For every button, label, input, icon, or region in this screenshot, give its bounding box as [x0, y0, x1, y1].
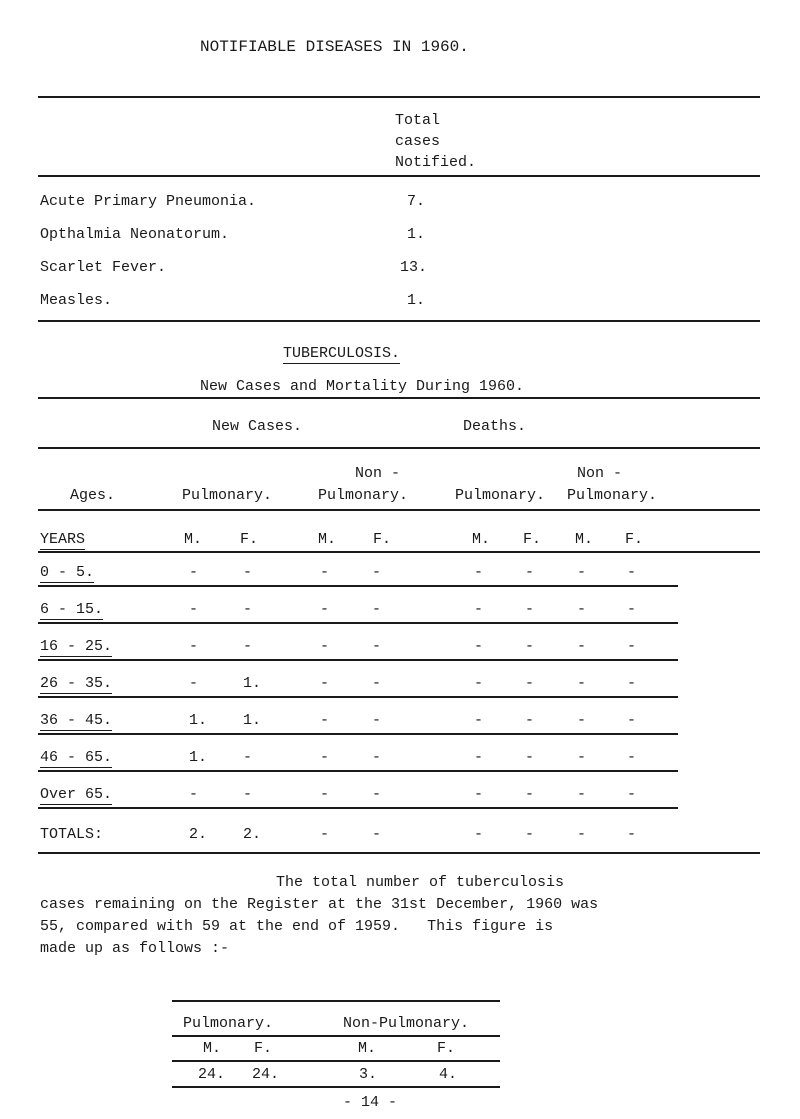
- page-number: - 14 -: [343, 1094, 398, 1111]
- tb-cell: -: [189, 638, 199, 655]
- tb-cell: -: [577, 601, 587, 618]
- col-non-pulmonary-deaths: Pulmonary.: [567, 487, 658, 504]
- tb-cell: -: [474, 638, 484, 655]
- sex-label: M.: [575, 531, 594, 548]
- tb-cell: -: [577, 675, 587, 692]
- disease-name: Scarlet Fever.: [40, 259, 167, 276]
- total-cell: -: [627, 826, 637, 843]
- tb-cell: -: [243, 638, 253, 655]
- tb-cell: -: [525, 749, 535, 766]
- tb-bottom-rule: [38, 852, 760, 854]
- sex-label: M.: [184, 531, 203, 548]
- total-cell: -: [525, 826, 535, 843]
- tb-cell: -: [320, 712, 330, 729]
- tb-cell: -: [243, 749, 253, 766]
- tb-cell: -: [189, 564, 199, 581]
- tb-sex-rule: [38, 551, 760, 553]
- sex-label: F.: [625, 531, 644, 548]
- col-ages: Ages.: [70, 487, 116, 504]
- tb-cell: 1.: [243, 675, 262, 692]
- age-group-label: 0 - 5.: [40, 564, 95, 581]
- total-cell: 2.: [243, 826, 262, 843]
- tb-cell: -: [372, 564, 382, 581]
- total-cell: -: [372, 826, 382, 843]
- col-pulmonary-deaths: Pulmonary.: [455, 487, 546, 504]
- tb-subtitle: New Cases and Mortality During 1960.: [200, 378, 525, 395]
- col-non-pulmonary: Pulmonary.: [318, 487, 409, 504]
- register-col-pulmonary: Pulmonary.: [183, 1015, 274, 1032]
- register-top-rule: [172, 1000, 500, 1002]
- register-sex-rule: [172, 1060, 500, 1062]
- tb-cell: 1.: [243, 712, 262, 729]
- tb-cell: -: [243, 786, 253, 803]
- table-top-rule: [38, 96, 760, 98]
- total-cell: -: [577, 826, 587, 843]
- tb-cell: -: [243, 564, 253, 581]
- register-bottom-rule: [172, 1086, 500, 1088]
- age-group-label: 26 - 35.: [40, 675, 113, 692]
- tb-subtitle-rule: [38, 397, 760, 399]
- tb-cell: -: [372, 601, 382, 618]
- row-rule: [38, 659, 678, 661]
- disease-count: 1.: [407, 292, 426, 309]
- tb-cell: -: [474, 601, 484, 618]
- tb-cell: -: [189, 786, 199, 803]
- sex-label: F.: [240, 531, 259, 548]
- row-rule: [38, 770, 678, 772]
- tb-cell: -: [577, 786, 587, 803]
- register-sex-label: M.: [358, 1040, 377, 1057]
- row-rule: [38, 807, 678, 809]
- notified-bottom-rule: [38, 320, 760, 322]
- tb-cell: -: [320, 675, 330, 692]
- col-pulmonary: Pulmonary.: [182, 487, 273, 504]
- age-group-label: 6 - 15.: [40, 601, 104, 618]
- disease-name: Measles.: [40, 292, 113, 309]
- tb-cell: -: [525, 675, 535, 692]
- disease-count: 13.: [400, 259, 428, 276]
- age-group-label: 36 - 45.: [40, 712, 113, 729]
- total-cell: 2.: [189, 826, 208, 843]
- register-header-rule: [172, 1035, 500, 1037]
- notified-header-line2: cases: [395, 133, 441, 150]
- register-value: 24.: [198, 1066, 226, 1083]
- years-label: YEARS: [40, 531, 86, 548]
- row-rule: [38, 733, 678, 735]
- tb-colhead-rule: [38, 509, 760, 511]
- group-new-cases: New Cases.: [212, 418, 303, 435]
- tb-cell: 1.: [189, 712, 208, 729]
- disease-name: Opthalmia Neonatorum.: [40, 226, 230, 243]
- tb-cell: -: [474, 712, 484, 729]
- row-rule: [38, 696, 678, 698]
- tb-cell: -: [474, 749, 484, 766]
- tb-cell: -: [525, 564, 535, 581]
- tb-cell: -: [627, 675, 637, 692]
- register-value: 4.: [439, 1066, 458, 1083]
- tb-cell: -: [627, 749, 637, 766]
- tb-cell: -: [320, 638, 330, 655]
- tb-cell: -: [372, 675, 382, 692]
- tb-cell: -: [577, 638, 587, 655]
- paragraph-line: made up as follows :-: [40, 940, 230, 957]
- paragraph-line: The total number of tuberculosis: [276, 874, 565, 891]
- tb-cell: -: [320, 786, 330, 803]
- disease-name: Acute Primary Pneumonia.: [40, 193, 257, 210]
- paragraph-line: cases remaining on the Register at the 31st December, 1960 was: [40, 896, 599, 913]
- age-group-label: Over 65.: [40, 786, 113, 803]
- tb-cell: -: [627, 601, 637, 618]
- totals-label: TOTALS:: [40, 826, 104, 843]
- sex-label: F.: [523, 531, 542, 548]
- tb-cell: -: [474, 675, 484, 692]
- age-group-label: 16 - 25.: [40, 638, 113, 655]
- tb-cell: -: [627, 638, 637, 655]
- notified-header-line3: Notified.: [395, 154, 477, 171]
- group-deaths: Deaths.: [463, 418, 527, 435]
- tb-cell: -: [627, 564, 637, 581]
- tb-cell: -: [474, 786, 484, 803]
- tb-cell: -: [525, 638, 535, 655]
- register-sex-label: F.: [254, 1040, 273, 1057]
- tb-cell: -: [372, 638, 382, 655]
- notified-header-line1: Total: [395, 112, 441, 129]
- tb-cell: -: [525, 601, 535, 618]
- row-rule: [38, 585, 678, 587]
- paragraph-line: 55, compared with 59 at the end of 1959. This figure is: [40, 918, 554, 935]
- page-title: NOTIFIABLE DISEASES IN 1960.: [200, 38, 469, 56]
- register-sex-label: M.: [203, 1040, 222, 1057]
- sex-label: M.: [472, 531, 491, 548]
- register-sex-label: F.: [437, 1040, 456, 1057]
- tb-group-rule: [38, 447, 760, 449]
- tb-cell: -: [189, 601, 199, 618]
- tb-cell: -: [320, 749, 330, 766]
- tb-cell: -: [525, 786, 535, 803]
- tb-cell: -: [577, 564, 587, 581]
- disease-count: 7.: [407, 193, 426, 210]
- tb-title: TUBERCULOSIS.: [283, 345, 401, 362]
- tb-cell: -: [320, 564, 330, 581]
- row-rule: [38, 622, 678, 624]
- non-label: Non -: [577, 465, 623, 482]
- tb-cell: -: [474, 564, 484, 581]
- sex-label: F.: [373, 531, 392, 548]
- sex-label: M.: [318, 531, 337, 548]
- register-value: 3.: [359, 1066, 378, 1083]
- tb-cell: 1.: [189, 749, 208, 766]
- total-cell: -: [474, 826, 484, 843]
- tb-cell: -: [372, 786, 382, 803]
- tb-cell: -: [372, 712, 382, 729]
- tb-cell: -: [189, 675, 199, 692]
- non-label: Non -: [355, 465, 401, 482]
- tb-cell: -: [525, 712, 535, 729]
- tb-cell: -: [243, 601, 253, 618]
- tb-cell: -: [372, 749, 382, 766]
- tb-cell: -: [627, 786, 637, 803]
- register-col-non-pulmonary: Non-Pulmonary.: [343, 1015, 470, 1032]
- tb-cell: -: [577, 749, 587, 766]
- age-group-label: 46 - 65.: [40, 749, 113, 766]
- tb-cell: -: [577, 712, 587, 729]
- tb-cell: -: [627, 712, 637, 729]
- notified-header-rule: [38, 175, 760, 177]
- register-value: 24.: [252, 1066, 280, 1083]
- total-cell: -: [320, 826, 330, 843]
- disease-count: 1.: [407, 226, 426, 243]
- tb-cell: -: [320, 601, 330, 618]
